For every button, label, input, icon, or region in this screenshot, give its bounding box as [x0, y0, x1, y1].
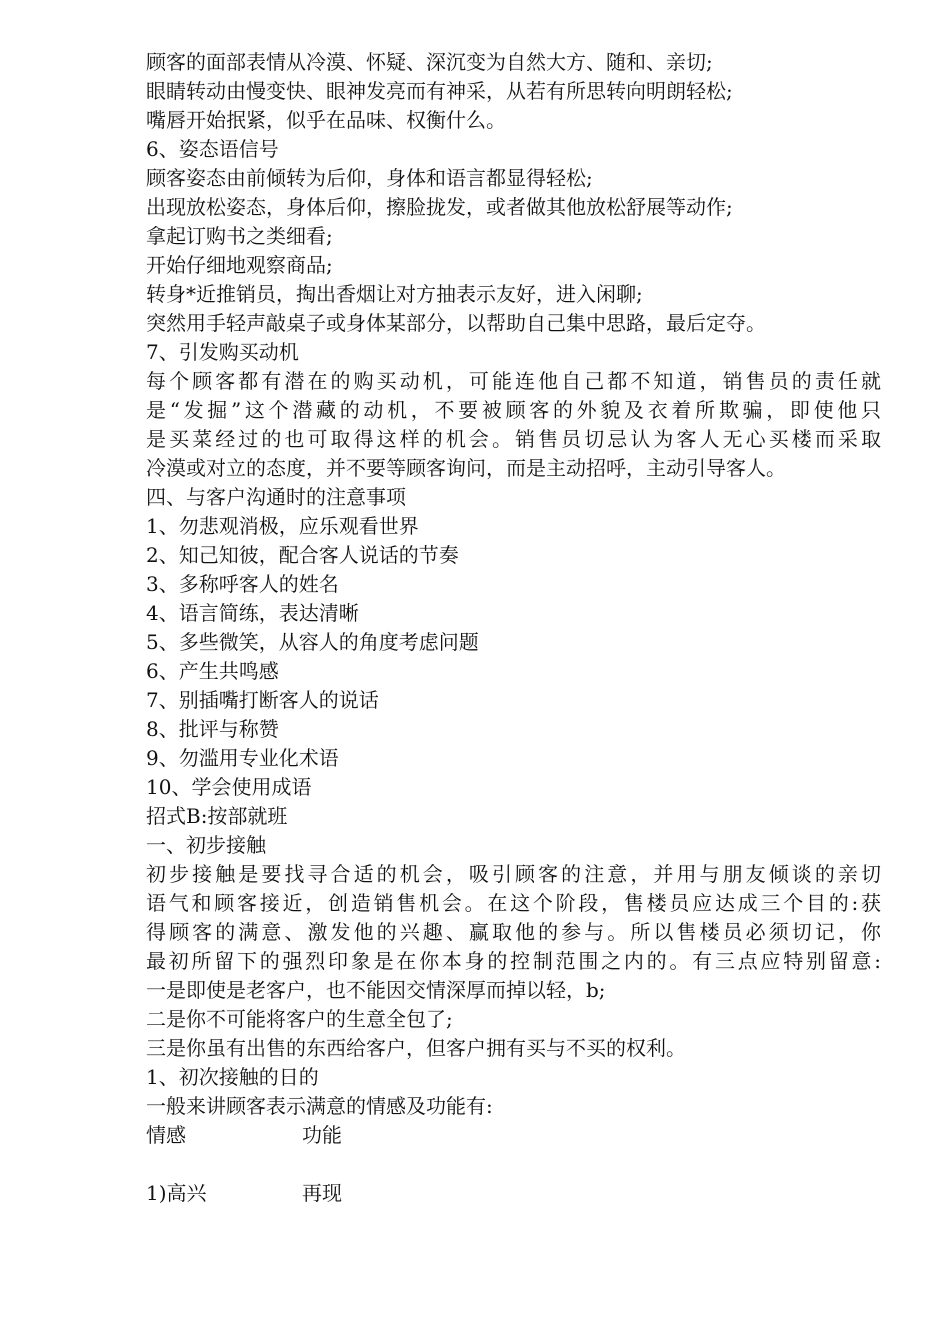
list-item: 7、别插嘴打断客人的说话 [146, 688, 379, 712]
section-heading: 1、初次接触的日的 [146, 1065, 319, 1089]
section-heading: 7、引发购买动机 [146, 340, 299, 364]
table-cell: 再现 [302, 1181, 342, 1205]
paragraph-line: 得顾客的满意、激发他的兴趣、赢取他的参与。所以售楼员必须切记，你 [146, 920, 881, 944]
list-item: 2、知己知彼，配合客人说话的节奏 [146, 543, 459, 567]
text-line: 顾客的面部表情从冷漠、怀疑、深沉变为自然大方、随和、亲切; [146, 50, 713, 74]
paragraph-line: 每个顾客都有潜在的购买动机，可能连他自己都不知道，销售员的责任就 [146, 369, 881, 393]
list-item: 5、多些微笑，从容人的角度考虑问题 [146, 630, 479, 654]
paragraph-line: 是“发掘”这个潜藏的动机，不要被顾客的外貌及衣着所欺骗，即使他只 [146, 398, 881, 422]
section-heading: 招式B:按部就班 [146, 804, 288, 828]
paragraph-line: 初步接触是要找寻合适的机会，吸引顾客的注意，并用与朋友倾谈的亲切 [146, 862, 881, 886]
paragraph-line: 是买菜经过的也可取得这样的机会。销售员切忌认为客人无心买楼而采取 [146, 427, 881, 451]
table-header-cell: 情感 [146, 1123, 186, 1147]
text-line: 一是即使是老客户，也不能因交情深厚而掉以轻，b; [146, 978, 606, 1002]
list-item: 8、批评与称赞 [146, 717, 279, 741]
text-line: 眼睛转动由慢变快、眼神发亮而有神采，从若有所思转向明朗轻松; [146, 79, 733, 103]
paragraph-line: 最初所留下的强烈印象是在你本身的控制范围之内的。有三点应特别留意: [146, 949, 881, 973]
section-heading: 四、与客户沟通时的注意事项 [146, 485, 406, 509]
blank-line [146, 1150, 881, 1179]
text-line: 三是你虽有出售的东西给客户，但客户拥有买与不买的权利。 [146, 1036, 686, 1060]
text-line: 一般来讲顾客表示满意的情感及功能有: [146, 1094, 493, 1118]
list-item: 10、学会使用成语 [146, 775, 312, 799]
table-cell: 1)高兴 [146, 1181, 207, 1205]
text-line: 顾客姿态由前倾转为后仰，身体和语言都显得轻松; [146, 166, 593, 190]
list-item: 4、语言简练，表达清晰 [146, 601, 359, 625]
text-line: 突然用手轻声敲桌子或身体某部分，以帮助自己集中思路，最后定夺。 [146, 311, 766, 335]
list-item: 3、多称呼客人的姓名 [146, 572, 339, 596]
table-header-cell: 功能 [302, 1123, 342, 1147]
paragraph-line: 语气和顾客接近，创造销售机会。在这个阶段，售楼员应达成三个目的:获 [146, 891, 881, 915]
paragraph-line: 冷漠或对立的态度，并不要等顾客询问，而是主动招呼，主动引导客人。 [146, 456, 786, 480]
document-body [146, 48, 881, 1208]
text-line: 转身*近推销员，掏出香烟让对方抽表示友好，进入闲聊; [146, 282, 643, 306]
list-item: 1、勿悲观消极，应乐观看世界 [146, 514, 419, 538]
section-heading: 6、姿态语信号 [146, 137, 279, 161]
text-line: 开始仔细地观察商品; [146, 253, 333, 277]
table-header-row [146, 1121, 881, 1150]
list-item: 6、产生共鸣感 [146, 659, 279, 683]
text-line: 出现放松姿态，身体后仰，擦脸拢发，或者做其他放松舒展等动作; [146, 195, 733, 219]
text-line: 拿起订购书之类细看; [146, 224, 333, 248]
text-line: 嘴唇开始抿紧，似乎在品味、权衡什么。 [146, 108, 506, 132]
section-heading: 一、初步接触 [146, 833, 266, 857]
text-line: 二是你不可能将客户的生意全包了; [146, 1007, 453, 1031]
list-item: 9、勿滥用专业化术语 [146, 746, 339, 770]
table-row [146, 1179, 881, 1208]
